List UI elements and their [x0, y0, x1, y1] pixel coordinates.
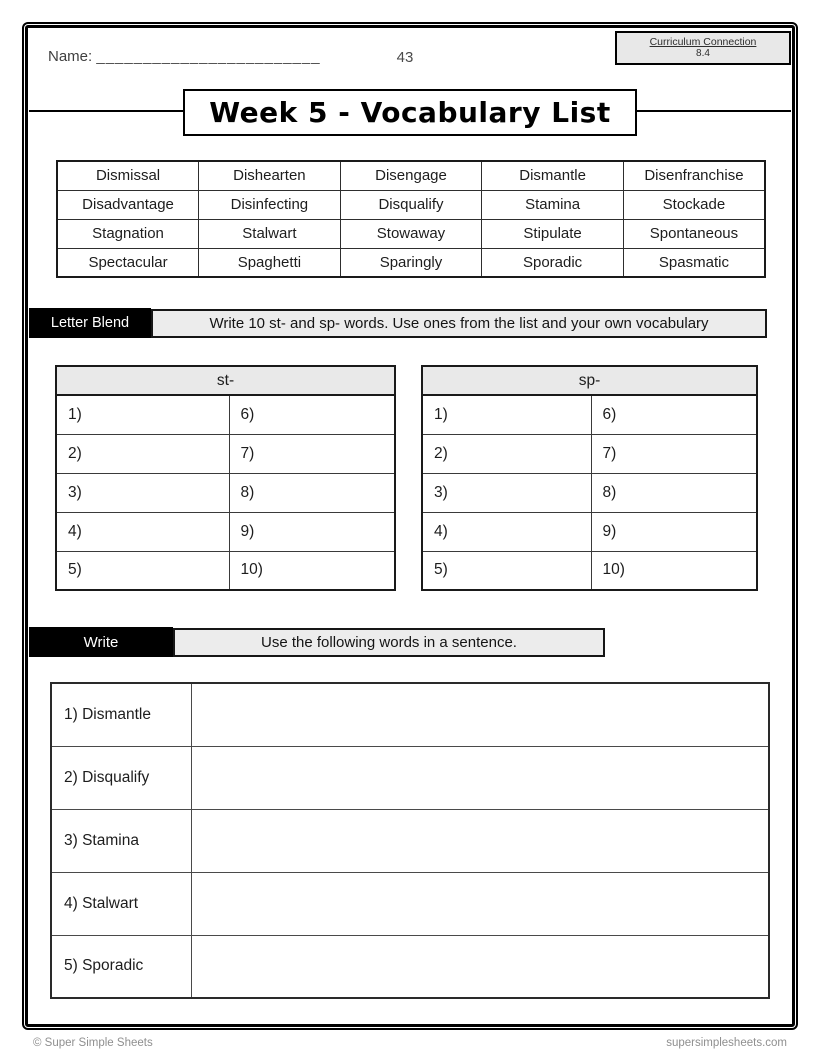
worksheet-title: Week 5 - Vocabulary List	[209, 96, 611, 129]
st-number-label: 9)	[240, 522, 255, 540]
vocab-word: Dismantle	[482, 161, 624, 190]
st-row	[56, 473, 395, 512]
vocab-word: Disinfecting	[199, 190, 341, 219]
st-row	[56, 395, 395, 434]
sp-table-header: sp-	[422, 366, 757, 395]
st-answer-cell-7[interactable]	[229, 434, 395, 473]
sentence-word-label: 3) Stamina	[51, 809, 191, 872]
vocab-word: Dismissal	[57, 161, 199, 190]
sentence-row	[51, 872, 769, 935]
sp-number-label: 8)	[602, 483, 617, 501]
sentence-answer-cell-5[interactable]	[191, 935, 769, 998]
sentence-answer-cell-4[interactable]	[191, 872, 769, 935]
vocab-row	[57, 190, 765, 219]
vocab-word: Stalwart	[199, 219, 341, 248]
st-row	[56, 551, 395, 590]
st-answer-cell-1[interactable]	[56, 395, 229, 434]
curriculum-connection-value: 8.4	[696, 48, 710, 59]
st-number-label: 7)	[240, 444, 255, 462]
sp-number-label: 1)	[434, 405, 448, 423]
letter-blend-label	[29, 308, 151, 338]
vocab-row	[57, 248, 765, 277]
st-number-label: 1)	[68, 405, 82, 423]
sentence-row	[51, 935, 769, 998]
vocab-word: Disqualify	[340, 190, 482, 219]
sentence-table	[50, 682, 770, 999]
st-number-label: 5)	[68, 561, 82, 579]
sp-number-label: 2)	[434, 444, 448, 462]
vocab-word: Spontaneous	[623, 219, 765, 248]
st-answer-cell-9[interactable]	[229, 512, 395, 551]
footer-copyright: © Super Simple Sheets	[33, 1037, 153, 1049]
st-number-label: 10)	[240, 561, 263, 579]
st-table-header: st-	[56, 366, 395, 395]
vocabulary-table	[56, 160, 766, 278]
vocab-word: Stamina	[482, 190, 624, 219]
sp-number-label: 10)	[602, 561, 625, 579]
name-blank-line[interactable]: ________________________	[96, 48, 321, 65]
st-number-label: 6)	[240, 405, 255, 423]
vocab-word: Sparingly	[340, 248, 482, 277]
sp-answer-cell-3[interactable]	[422, 473, 591, 512]
letter-blend-label-text: Letter Blend	[50, 315, 130, 331]
vocab-word: Disenfranchise	[623, 161, 765, 190]
sp-answer-cell-10[interactable]	[591, 551, 757, 590]
sentence-answer-cell-3[interactable]	[191, 809, 769, 872]
vocab-word: Stowaway	[340, 219, 482, 248]
st-answer-cell-4[interactable]	[56, 512, 229, 551]
sentence-word-label: 5) Sporadic	[51, 935, 191, 998]
sp-number-label: 4)	[434, 522, 448, 540]
sp-number-label: 3)	[434, 483, 448, 501]
vocab-row	[57, 161, 765, 190]
sp-answer-cell-7[interactable]	[591, 434, 757, 473]
st-answer-cell-8[interactable]	[229, 473, 395, 512]
sp-answer-cell-1[interactable]	[422, 395, 591, 434]
page-number: 43	[396, 49, 414, 66]
sp-answer-cell-6[interactable]	[591, 395, 757, 434]
sentence-word-label: 1) Dismantle	[51, 683, 191, 746]
letter-blend-instruction-text: Write 10 st- and sp- words. Use ones from the list and your own vocabulary	[209, 315, 709, 332]
curriculum-connection-badge	[615, 31, 791, 65]
sentence-row	[51, 746, 769, 809]
st-row	[56, 512, 395, 551]
vocab-row	[57, 219, 765, 248]
st-number-label: 4)	[68, 522, 82, 540]
st-answer-cell-6[interactable]	[229, 395, 395, 434]
sp-answer-cell-2[interactable]	[422, 434, 591, 473]
vocab-word: Disadvantage	[57, 190, 199, 219]
name-row	[48, 48, 321, 65]
st-answer-cell-2[interactable]	[56, 434, 229, 473]
sp-row	[422, 473, 757, 512]
letter-blend-instruction	[151, 309, 767, 338]
vocab-word: Stipulate	[482, 219, 624, 248]
sentence-word-label: 2) Disqualify	[51, 746, 191, 809]
footer-website: supersimplesheets.com	[666, 1037, 787, 1049]
vocab-word: Disengage	[340, 161, 482, 190]
vocab-word: Stockade	[623, 190, 765, 219]
sentence-row	[51, 683, 769, 746]
sp-answer-cell-8[interactable]	[591, 473, 757, 512]
sp-number-label: 9)	[602, 522, 617, 540]
sp-words-table	[421, 365, 758, 591]
sp-row	[422, 434, 757, 473]
sentence-row	[51, 809, 769, 872]
vocab-word: Dishearten	[199, 161, 341, 190]
sp-number-label: 7)	[602, 444, 617, 462]
sp-number-label: 6)	[602, 405, 617, 423]
vocab-word: Stagnation	[57, 219, 199, 248]
sp-answer-cell-5[interactable]	[422, 551, 591, 590]
vocab-word: Spectacular	[57, 248, 199, 277]
sp-row	[422, 512, 757, 551]
sentence-answer-cell-2[interactable]	[191, 746, 769, 809]
vocab-word: Spaghetti	[199, 248, 341, 277]
st-number-label: 8)	[240, 483, 255, 501]
st-number-label: 2)	[68, 444, 82, 462]
st-number-label: 3)	[68, 483, 82, 501]
st-answer-cell-5[interactable]	[56, 551, 229, 590]
write-label	[29, 627, 173, 657]
st-answer-cell-10[interactable]	[229, 551, 395, 590]
write-instruction-text: Use the following words in a sentence.	[261, 634, 517, 651]
sentence-word-label: 4) Stalwart	[51, 872, 191, 935]
sp-row	[422, 551, 757, 590]
write-instruction	[173, 628, 605, 657]
vocab-word: Sporadic	[482, 248, 624, 277]
sp-answer-cell-9[interactable]	[591, 512, 757, 551]
curriculum-connection-label: Curriculum Connection	[649, 36, 757, 48]
sentence-answer-cell-1[interactable]	[191, 683, 769, 746]
sp-answer-cell-4[interactable]	[422, 512, 591, 551]
sp-number-label: 5)	[434, 561, 448, 579]
st-header-row	[56, 366, 395, 395]
vocab-word: Spasmatic	[623, 248, 765, 277]
st-row	[56, 434, 395, 473]
sp-header-row	[422, 366, 757, 395]
worksheet-title-box	[183, 89, 637, 136]
write-label-text: Write	[83, 633, 119, 651]
name-label: Name:	[48, 48, 93, 65]
sp-row	[422, 395, 757, 434]
st-answer-cell-3[interactable]	[56, 473, 229, 512]
st-words-table	[55, 365, 396, 591]
